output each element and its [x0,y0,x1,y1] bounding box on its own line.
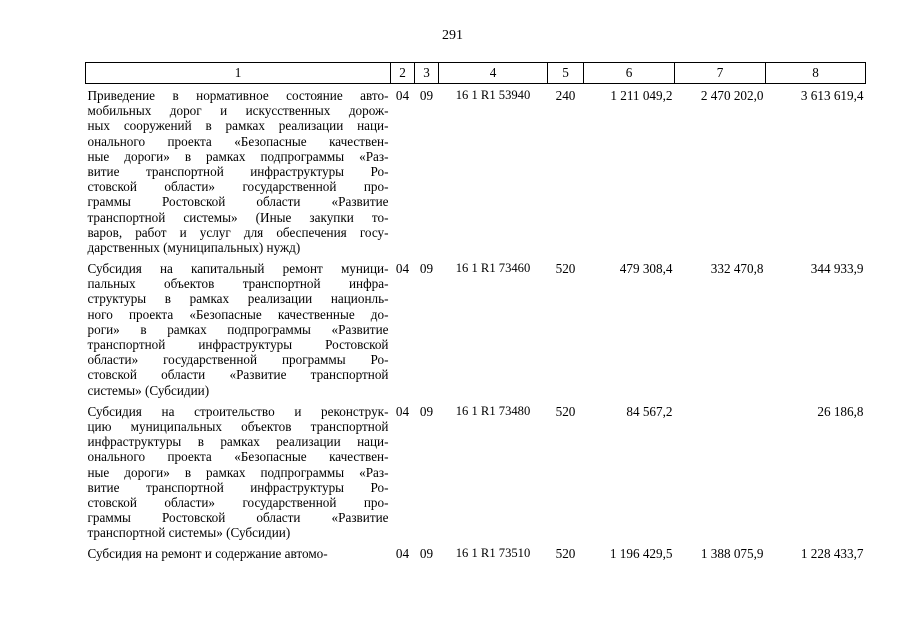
header-col-5: 5 [548,63,584,84]
row-amount-2: 1 388 075,9 [700,546,764,562]
table-row [86,84,866,258]
row-description [86,257,391,400]
row-section: 04 [395,403,410,419]
description-line: цию муниципальных объектов транспортной [87,418,389,434]
description-line: витие транспортной инфраструктуры Ро- [87,479,389,495]
row-section: 04 [395,261,410,277]
row-amount-3: 344 933,9 [810,261,864,277]
description-line: ных сооружений в рамках реализации наци- [87,118,389,134]
description-line: системы» (Субсидии) [87,382,210,398]
table-body [86,84,866,564]
row-section: 04 [395,546,410,562]
description-line: дарственных (муниципальных) нужд) [87,239,301,255]
description-line: стовской области» государственной про- [87,179,389,195]
header-col-7: 7 [675,63,766,84]
table-row [86,542,866,563]
header-col-4: 4 [439,63,548,84]
table-row [86,400,866,543]
description-line: инфраструктуры в рамках реализации наци- [87,434,389,450]
description-line: Субсидия на строительство и реконструк- [87,403,389,419]
description-line: витие транспортной инфраструктуры Ро- [87,163,389,179]
table-header-row [86,63,866,84]
description-line: ного проекта «Безопасные качественные до- [87,306,389,322]
description-line: варов, работ и услуг для обеспечения госу- [87,224,389,240]
row-amount-1: 479 308,4 [619,261,673,277]
row-subsection: 09 [419,403,434,419]
row-amount-3: 3 613 619,4 [800,88,864,103]
row-amount-1: 1 196 429,5 [609,546,673,562]
description-line: ные дороги» в рамках подпрограммы «Раз- [87,464,389,480]
description-line: стовской области «Развитие транспортной [87,367,389,383]
description-line: транспортной системы» (Иные закупки то- [87,209,389,225]
row-amount-1: 1 211 049,2 [610,88,673,103]
row-target-article: 16 1 R1 73480 [455,403,531,418]
row-subsection: 09 [419,261,434,277]
description-line: граммы Ростовской области «Развитие [87,510,389,526]
row-target-article: 16 1 R1 73510 [455,546,531,561]
row-section: 04 [395,88,410,103]
row-expense-type: 520 [555,546,576,562]
row-description [86,542,391,563]
header-col-6: 6 [584,63,675,84]
description-line: структуры в рамках реализации национль- [87,291,389,307]
description-line: онального проекта «Безопасные качествен- [87,133,389,149]
description-line: пальных объектов транспортной инфра- [87,276,389,292]
row-target-article: 16 1 R1 53940 [455,88,531,102]
description-line: стовской области» государственной про- [87,494,389,510]
row-description [86,400,391,543]
row-amount-2 [675,400,766,543]
row-amount-2: 332 470,8 [710,261,764,277]
header-col-8: 8 [766,63,866,84]
description-line: транспортной системы» (Субсидии) [87,525,291,541]
description-line: мобильных дорог и искусственных дорож- [87,103,389,119]
description-line: области» государственной программы Ро- [87,352,389,368]
description-line: онального проекта «Безопасные качествен- [87,449,389,465]
row-amount-3: 26 186,8 [817,403,864,419]
row-description [86,84,391,258]
header-col-2: 2 [391,63,415,84]
description-line: Приведение в нормативное состояние авто- [87,88,389,103]
page-number: 291 [442,28,463,43]
row-amount-3: 1 228 433,7 [800,546,864,562]
description-line: транспортной инфраструктуры Ростовской [87,337,389,352]
description-line: ные дороги» в рамках подпрограммы «Раз- [87,148,389,164]
description-line: Субсидия на капитальный ремонт муници- [87,261,389,277]
table-row [86,257,866,400]
row-subsection: 09 [419,88,434,103]
row-subsection: 09 [419,546,434,562]
description-line: Субсидия на ремонт и содержание автомо- [87,546,328,562]
header-col-3: 3 [415,63,439,84]
budget-table [85,62,866,564]
description-line: роги» в рамках подпрограммы «Развитие [87,321,389,337]
row-amount-2: 2 470 202,0 [700,88,764,103]
row-target-article: 16 1 R1 73460 [455,261,531,276]
row-expense-type: 240 [555,88,576,103]
row-expense-type: 520 [555,403,576,419]
description-line: граммы Ростовской области «Развитие [87,194,389,210]
header-col-1: 1 [86,63,391,84]
row-amount-1: 84 567,2 [626,403,673,419]
row-expense-type: 520 [555,261,576,277]
